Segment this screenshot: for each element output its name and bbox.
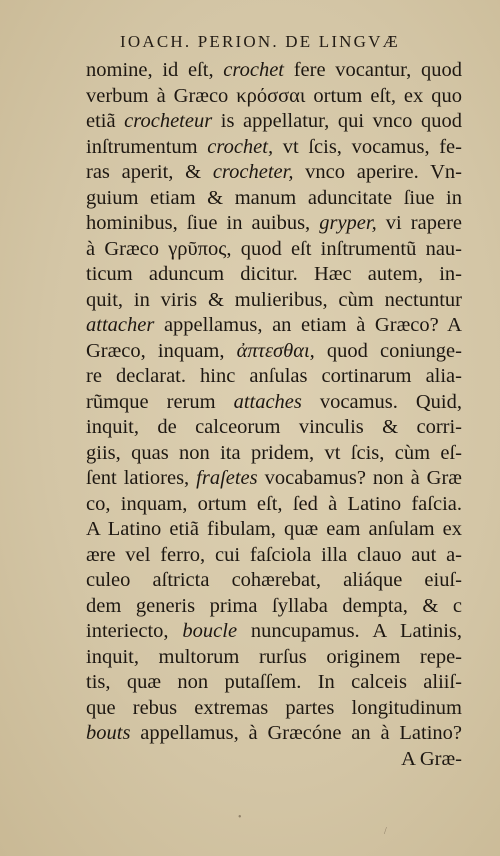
text-segment: inquit, de calceorum vinculis & corri- — [86, 416, 462, 438]
italic-word: crochet, — [207, 135, 274, 158]
italic-word: attaches — [233, 390, 302, 413]
text-segment: nuncupamus. A Latinis, — [237, 620, 463, 642]
italic-word: fraſetes — [196, 467, 258, 489]
text-line — [86, 492, 462, 518]
text-segment: is appellatur, qui vnco quod — [212, 110, 462, 132]
text-segment: giis, quas non ita pridem, vt ſcis, cùm eſ- — [86, 441, 462, 464]
text-segment: inquit, multorum rurſus originem repe- — [86, 645, 462, 668]
text-segment: etiã — [86, 110, 125, 132]
text-segment: dem generis prima ſyllaba dempta, & c — [86, 594, 462, 617]
text-segment: ticum aduncum dicitur. Hæc autem, in- — [86, 263, 462, 285]
text-line — [86, 415, 462, 441]
text-line — [86, 160, 462, 186]
text-segment: Græco, inquam, — [86, 339, 237, 362]
text-line — [86, 517, 462, 543]
text-segment: ære vel ferro, cui faſciola illa clauo aut a- — [86, 543, 462, 566]
page-mark: / — [384, 826, 387, 837]
text-line — [86, 288, 462, 314]
body-text — [86, 58, 462, 772]
text-segment: fere vocantur, quod — [284, 59, 462, 81]
page-speck: • — [238, 812, 242, 823]
text-line — [86, 619, 462, 645]
text-segment: nomine, id eſt, — [86, 59, 224, 81]
italic-word: boucle — [182, 620, 238, 642]
text-segment: guium etiam & manum aduncitate ſiue in — [86, 186, 462, 209]
text-segment: re declarat. hinc anſulas cortinarum alia- — [86, 365, 462, 387]
text-segment: vnco aperire. Vn- — [293, 161, 462, 183]
text-line — [86, 466, 462, 492]
text-segment: quit, in viris & mulieribus, cùm nectuntur — [86, 288, 462, 311]
text-line — [86, 262, 462, 288]
text-line — [86, 313, 462, 339]
text-segment: vt ſcis, vocamus, fe- — [273, 135, 462, 158]
text-segment: ras aperit, & — [86, 161, 213, 183]
text-line — [86, 364, 462, 390]
italic-word: ἀπτεσθαι, — [236, 339, 315, 362]
text-segment: appellamus, an etiam à Græco? A — [154, 314, 462, 336]
text-segment: ſent latiores, — [86, 467, 197, 489]
text-segment: hominibus, ſiue in auibus, — [86, 212, 320, 234]
italic-word: crocheter, — [212, 161, 294, 183]
text-segment: que rebus extremas partes longitudinum — [86, 696, 462, 719]
text-line — [86, 84, 462, 110]
text-line — [86, 441, 462, 467]
text-segment: rũmque rerum — [86, 390, 234, 413]
text-line — [86, 645, 462, 671]
text-segment: A Græ- — [401, 747, 462, 770]
italic-word: gryper, — [319, 212, 377, 234]
text-segment: à Græco γρῦπος, quod eſt inſtrumentũ nau- — [86, 237, 462, 260]
text-line — [86, 339, 462, 365]
text-segment: interiecto, — [86, 620, 183, 642]
italic-word: crocheteur — [124, 110, 213, 132]
text-line — [86, 721, 462, 747]
text-line — [86, 109, 462, 135]
text-segment: appellamus, à Græcóne an à Latino? — [130, 722, 462, 744]
text-line — [86, 390, 462, 416]
text-line — [86, 696, 462, 722]
italic-word: attacher — [86, 314, 155, 336]
text-segment: quod coniunge- — [314, 339, 462, 362]
text-segment: vocabamus? non à Græ — [257, 467, 462, 489]
text-segment: vi rapere — [376, 212, 462, 234]
text-segment: verbum à Græco κρόσσαι ortum eſt, ex quo — [86, 84, 462, 107]
text-line — [86, 186, 462, 212]
text-line — [86, 543, 462, 569]
text-segment: A Latino etiã fibulam, quæ eam anſulam ex — [86, 518, 462, 540]
running-head: IOACH. PERION. DE LINGVÆ — [120, 32, 400, 51]
text-line — [86, 211, 462, 237]
text-line — [86, 747, 462, 773]
text-line — [86, 594, 462, 620]
text-line — [86, 568, 462, 594]
text-segment: culeo aſtricta cohærebat, aliáque eiuſ- — [86, 569, 462, 591]
italic-word: bouts — [86, 722, 131, 744]
text-segment: tis, quæ non putaſſem. In calceis aliiſ- — [86, 671, 462, 693]
text-line — [86, 58, 462, 84]
text-segment: co, inquam, ortum eſt, ſed à Latino faſcia. — [86, 492, 462, 515]
text-line — [86, 135, 462, 161]
text-line — [86, 670, 462, 696]
italic-word: crochet — [223, 59, 284, 81]
text-segment: inſtrumentum — [86, 135, 208, 158]
text-line — [86, 237, 462, 263]
text-segment: vocamus. Quid, — [301, 390, 462, 413]
